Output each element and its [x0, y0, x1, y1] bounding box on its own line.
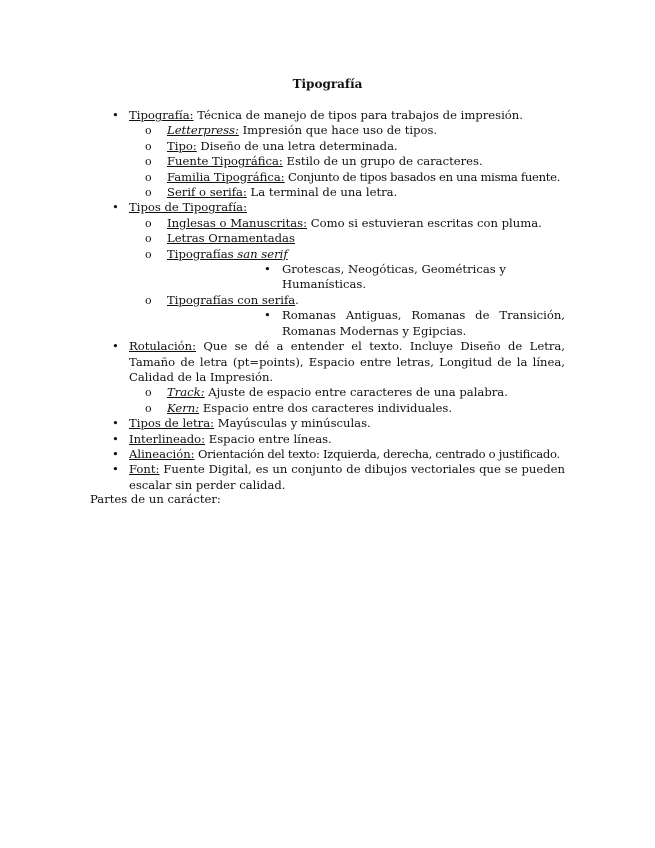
sublist-tipografia [129, 123, 565, 200]
sublist-con-serifa [167, 308, 565, 339]
list-item-fuente-tipografica [129, 154, 565, 169]
list-item-track [129, 385, 565, 400]
desc-fuente-tipografica: Estilo de un grupo de caracteres. [282, 154, 483, 169]
term-sans-serif-italic: san serif [233, 246, 288, 261]
term-familia-tipografica: Familia Tipográfica: [167, 169, 285, 184]
list-item-serif [129, 185, 565, 200]
desc-serif: La terminal de una letra. [246, 185, 398, 200]
list-item-tipografia [112, 108, 565, 200]
term-serif: Serif o serifa: [167, 185, 247, 200]
list-item-ornamentadas [129, 231, 565, 246]
term-ornamentadas: Letras Ornamentadas [167, 231, 295, 246]
term-font: Font: [129, 462, 160, 477]
desc-tipografia: Técnica de manejo de tipos para trabajos de impresión. [193, 108, 523, 122]
tail-con-serifa: . [295, 292, 299, 307]
desc-inglesas: Como si estuvieran escritas con pluma. [307, 215, 542, 230]
term-tipos-tipografia: Tipos de Tipografía: [129, 200, 247, 215]
list-item-sans-serif [129, 247, 565, 293]
term-tipo: Tipo: [167, 138, 197, 153]
desc-letterpress: Impresión que hace uso de tipos. [238, 123, 438, 138]
term-sans-serif: Tipografías [167, 246, 234, 261]
term-tipos-letra: Tipos de letra: [129, 416, 215, 431]
list-item-familia-tipografica [129, 170, 565, 185]
list-item-sans-serif-types: • Grotescas, Neogóticas, Geométricas y Humanísticas. [167, 262, 565, 293]
term-alineacion: Alineación: [129, 446, 195, 461]
list-item-font [112, 462, 565, 493]
list-item-rotulacion [112, 339, 565, 416]
term-tipografia: Tipografía: [129, 108, 194, 122]
main-list [112, 108, 565, 493]
term-inglesas: Inglesas o Manuscritas: [167, 215, 308, 230]
desc-rotulacion: Que se dé a entender el texto. Incluye Diseño de Letra, Tamaño de letra (pt=points), Espacio entre letras, Longitud de la línea, Calidad de la Impresión. [129, 339, 565, 384]
desc-kern: Espacio entre dos caracteres individuales. [199, 400, 453, 415]
list-item-tipos-letra [112, 416, 565, 431]
term-letterpress: Letterpress: [167, 123, 239, 138]
list-item-con-serifa [129, 293, 565, 339]
sublist-sans-serif [167, 262, 565, 293]
list-item-tipos-tipografia [112, 200, 565, 339]
list-item-tipo [129, 139, 565, 154]
term-track: Track: [167, 385, 205, 400]
desc-track: Ajuste de espacio entre caracteres de una palabra. [204, 385, 508, 400]
desc-alineacion: Orientación del texto: Izquierda, derecha, centrado o justificado. [194, 446, 560, 461]
list-item-alineacion [112, 447, 565, 462]
partes-caracter-heading: Partes de un carácter: [90, 492, 221, 506]
desc-font: Fuente Digital, es un conjunto de dibujos vectoriales que se pueden escalar sin perder calidad. [129, 462, 565, 492]
list-item-inglesas [129, 216, 565, 231]
desc-tipo: Diseño de una letra determinada. [196, 138, 398, 153]
desc-tipos-letra: Mayúsculas y minúsculas. [214, 416, 371, 431]
term-rotulacion: Rotulación: [129, 339, 197, 354]
term-fuente-tipografica: Fuente Tipográfica: [167, 154, 283, 169]
desc-familia-tipografica: Conjunto de tipos basados en una misma fuente. [284, 169, 561, 184]
term-kern: Kern: [167, 400, 200, 415]
list-item-interlineado [112, 432, 565, 447]
page-title: Tipografía [292, 77, 363, 91]
list-item-letterpress [129, 123, 565, 138]
term-con-serifa: Tipografías con serifa [167, 292, 296, 307]
sublist-rotulacion [129, 385, 565, 416]
term-interlineado: Interlineado: [129, 431, 206, 446]
sublist-tipos-tipografia [129, 216, 565, 339]
list-item-con-serifa-types: • Romanas Antiguas, Romanas de Transición, Romanas Modernas y Egipcias. [167, 308, 565, 339]
desc-interlineado: Espacio entre líneas. [205, 431, 332, 446]
list-item-kern [129, 401, 565, 416]
